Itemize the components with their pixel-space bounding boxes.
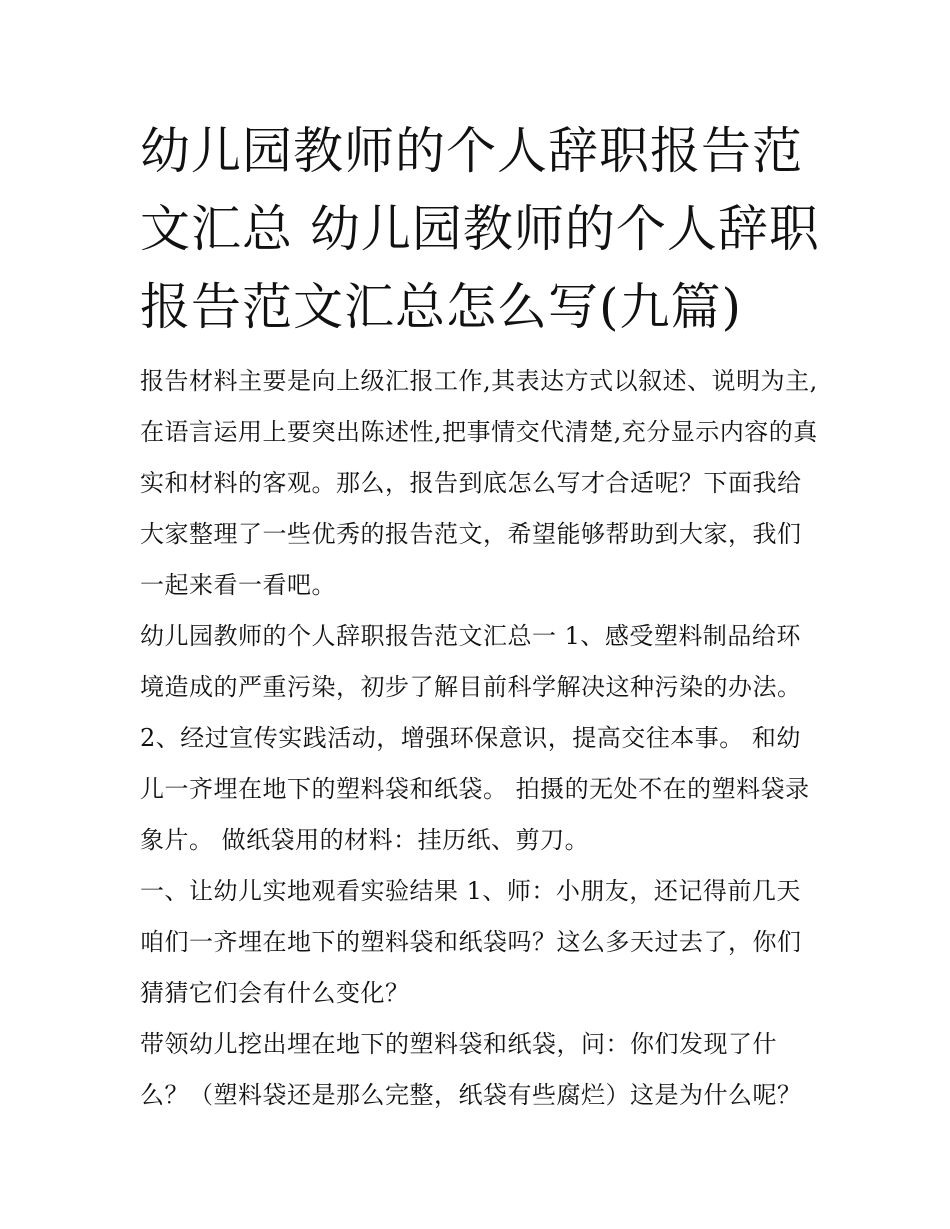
paragraph-section-one: 幼儿园教师的个人辞职报告范文汇总一 1、感受塑料制品给环境造成的严重污染，初步了解目前科学解决这种污染的办法。 2、经过宣传实践活动，增强环保意识，提高交往本事。 和幼儿一齐埋在地下的塑料袋和纸袋。 拍摄的无处不在的塑料袋录象片。 做纸袋用的材料：挂历纸、剪刀。 — [140, 622, 810, 854]
paragraph-step-one: 一、让幼儿实地观看实验结果 1、师：小朋友，还记得前几天咱们一齐埋在地下的塑料袋和纸袋吗？这么多天过去了，你们猜猜它们会有什么变化？ — [140, 877, 802, 1007]
document-title: 幼儿园教师的个人辞职报告范文汇总 幼儿园教师的个人辞职报告范文汇总怎么写(九篇) — [140, 122, 820, 336]
paragraph-intro: 报告材料主要是向上级汇报工作,其表达方式以叙述、说明为主,在语言运用上要突出陈述性,把事情交代清楚,充分显示内容的真实和材料的客观。那么，报告到底怎么写才合适呢？下面我给大家整理了一些优秀的报告范文，希望能够帮助到大家，我们一起来看一看吧。 — [140, 367, 818, 599]
document-body — [140, 356, 820, 1121]
paragraph-dig-up: 带领幼儿挖出埋在地下的塑料袋和纸袋，问：你们发现了什么？（塑料袋还是那么完整，纸袋有些腐烂）这是为什么呢？ — [140, 1030, 802, 1109]
